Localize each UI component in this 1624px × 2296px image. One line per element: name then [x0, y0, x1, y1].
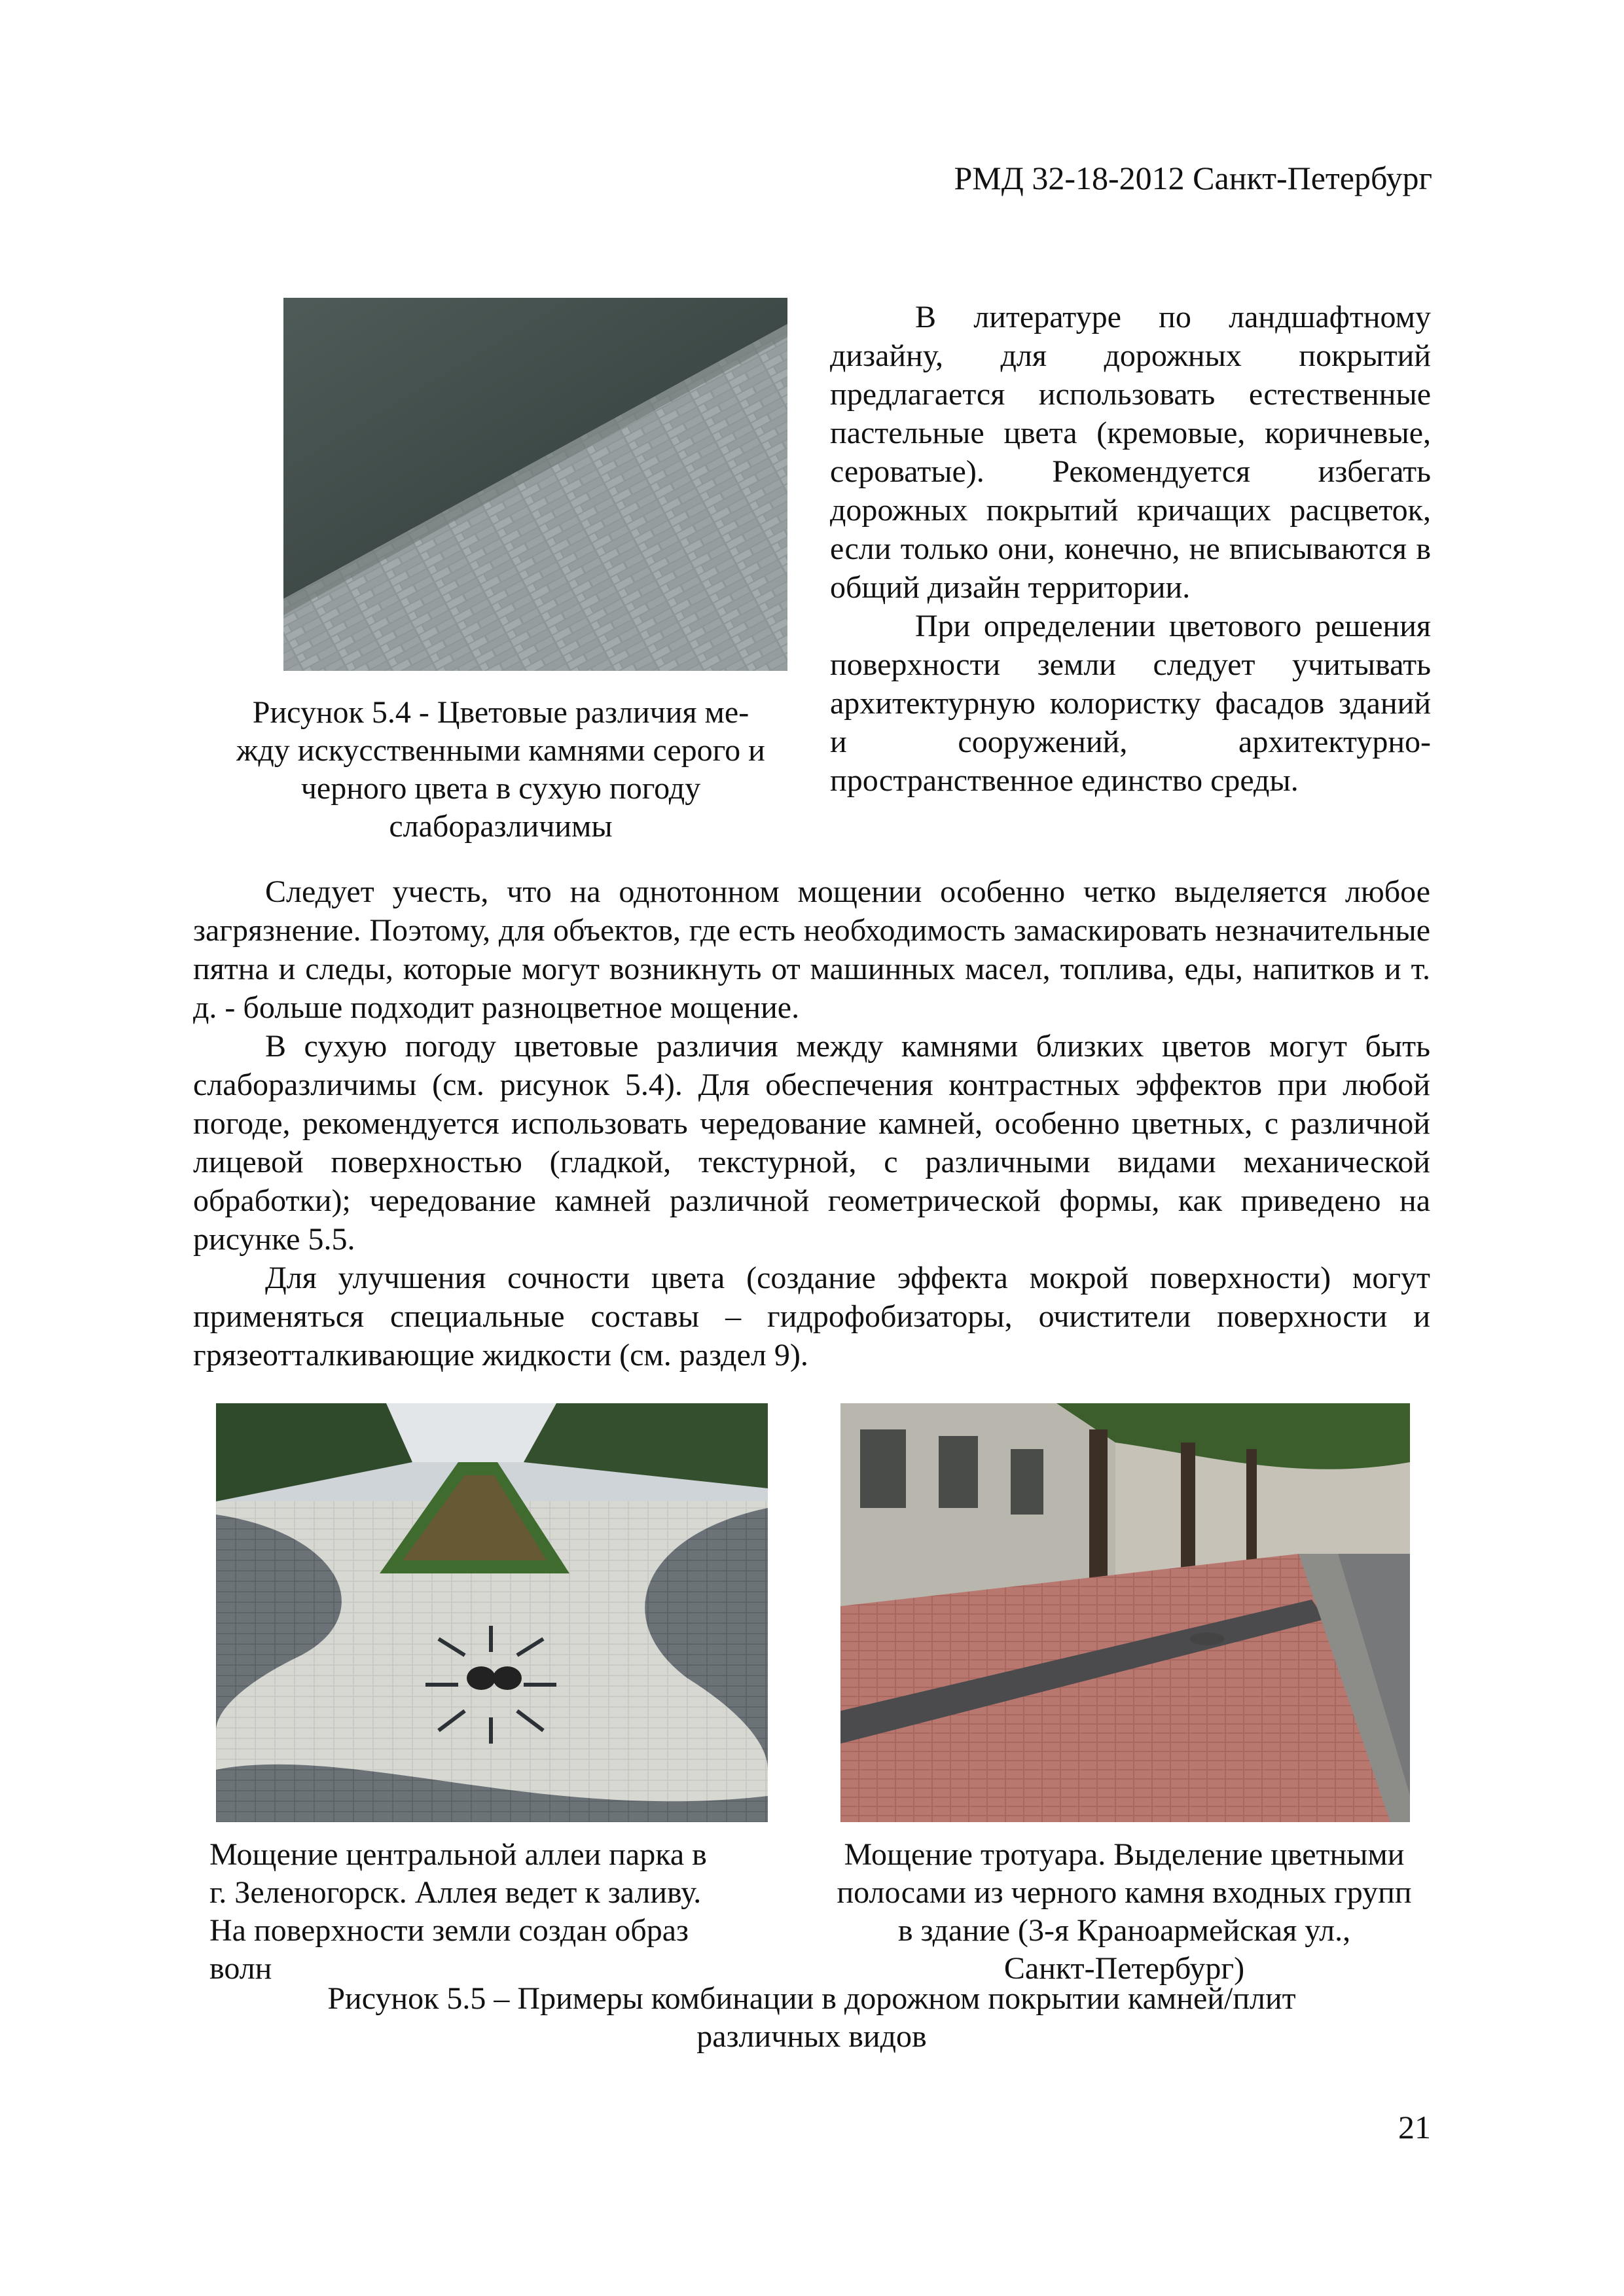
body-text	[193, 872, 1430, 1374]
document-header: РМД 32-18-2012 Санкт-Петербург	[954, 160, 1432, 196]
caption-line: Мощение центральной аллеи парка в	[209, 1837, 707, 1872]
caption-line: Рисунок 5.5 – Примеры комбинации в дорожном покрытии камней/плит	[327, 1981, 1296, 2016]
caption-line: На поверхности земли создан образ	[209, 1913, 689, 1948]
caption-line: Рисунок 5.4 - Цветовые различия ме-	[252, 695, 749, 730]
paving-stone-photo-icon	[283, 298, 787, 671]
figure-5-5-caption	[301, 1980, 1322, 2056]
caption-line: Мощение тротуара. Выделение цветными	[844, 1837, 1405, 1872]
caption-line: слаборазличимы	[389, 809, 613, 844]
paragraph: Следует учесть, что на однотонном мощении особенно четко выделяется любое загрязнение. Поэтому, для объектов, где есть необходимость замаскировать незначительные пятна и следы, которые могут возникнуть от машинных масел, топлива, еды, напитков и т. д. - больше подходит разноцветное мощение.	[193, 874, 1430, 1025]
paragraph: При определении цветового решения поверхности земли следует учитывать архитектурную колористку фасадов зданий и сооружений, архитектурно-пространственное единство среды.	[830, 609, 1431, 798]
caption-line: различных видов	[696, 2019, 927, 2054]
caption-line: жду искусственными камнями серого и	[236, 733, 765, 768]
caption-line: полосами из черного камня входных групп	[837, 1875, 1412, 1910]
caption-line: г. Зеленогорск. Аллея ведет к заливу.	[209, 1875, 702, 1910]
side-column-text	[830, 298, 1431, 800]
page-number: 21	[1398, 2109, 1431, 2145]
caption-line: волн	[209, 1951, 272, 1986]
paragraph: В литературе по ландшафтному дизайну, для дорожных покрытий предлагается использовать естественные пастельные цвета (кремовые, коричневые, сероватые). Рекомендуется избегать дорожных покрытий кричащих расцветок, если только они, конечно, не вписываются в общий дизайн территории.	[830, 300, 1431, 605]
caption-line: черного цвета в сухую погоду	[300, 771, 701, 806]
paragraph: В сухую погоду цветовые различия между камнями близких цветов могут быть слаборазличимы (см. рисунок 5.4). Для обеспечения контрастных эффектов при любой погоде, рекомендуется использовать чередование камней, особенно цветных, с различной лицевой поверхностью (гладкой, текстурной, с различными видами механической обработки); чередование камней различной геометрической формы, как приведено на рисунке 5.5.	[193, 1029, 1430, 1257]
paragraph: Для улучшения сочности цвета (создание эффекта мокрой поверхности) могут применяться специальные составы – гидрофобизаторы, очистители поверхности и грязеотталкивающие жидкости (см. раздел 9).	[193, 1261, 1430, 1372]
park-alley-photo-icon	[216, 1403, 768, 1822]
figure-5-5-right-caption	[818, 1836, 1430, 1988]
caption-line: в здание (3-я Краноармейская ул.,	[897, 1913, 1351, 1948]
figure-5-4-caption	[196, 694, 805, 846]
figure-5-5-left-caption	[209, 1836, 785, 1988]
caption-line: Санкт-Петербург)	[1003, 1951, 1245, 1986]
sidewalk-photo-icon	[840, 1403, 1410, 1822]
